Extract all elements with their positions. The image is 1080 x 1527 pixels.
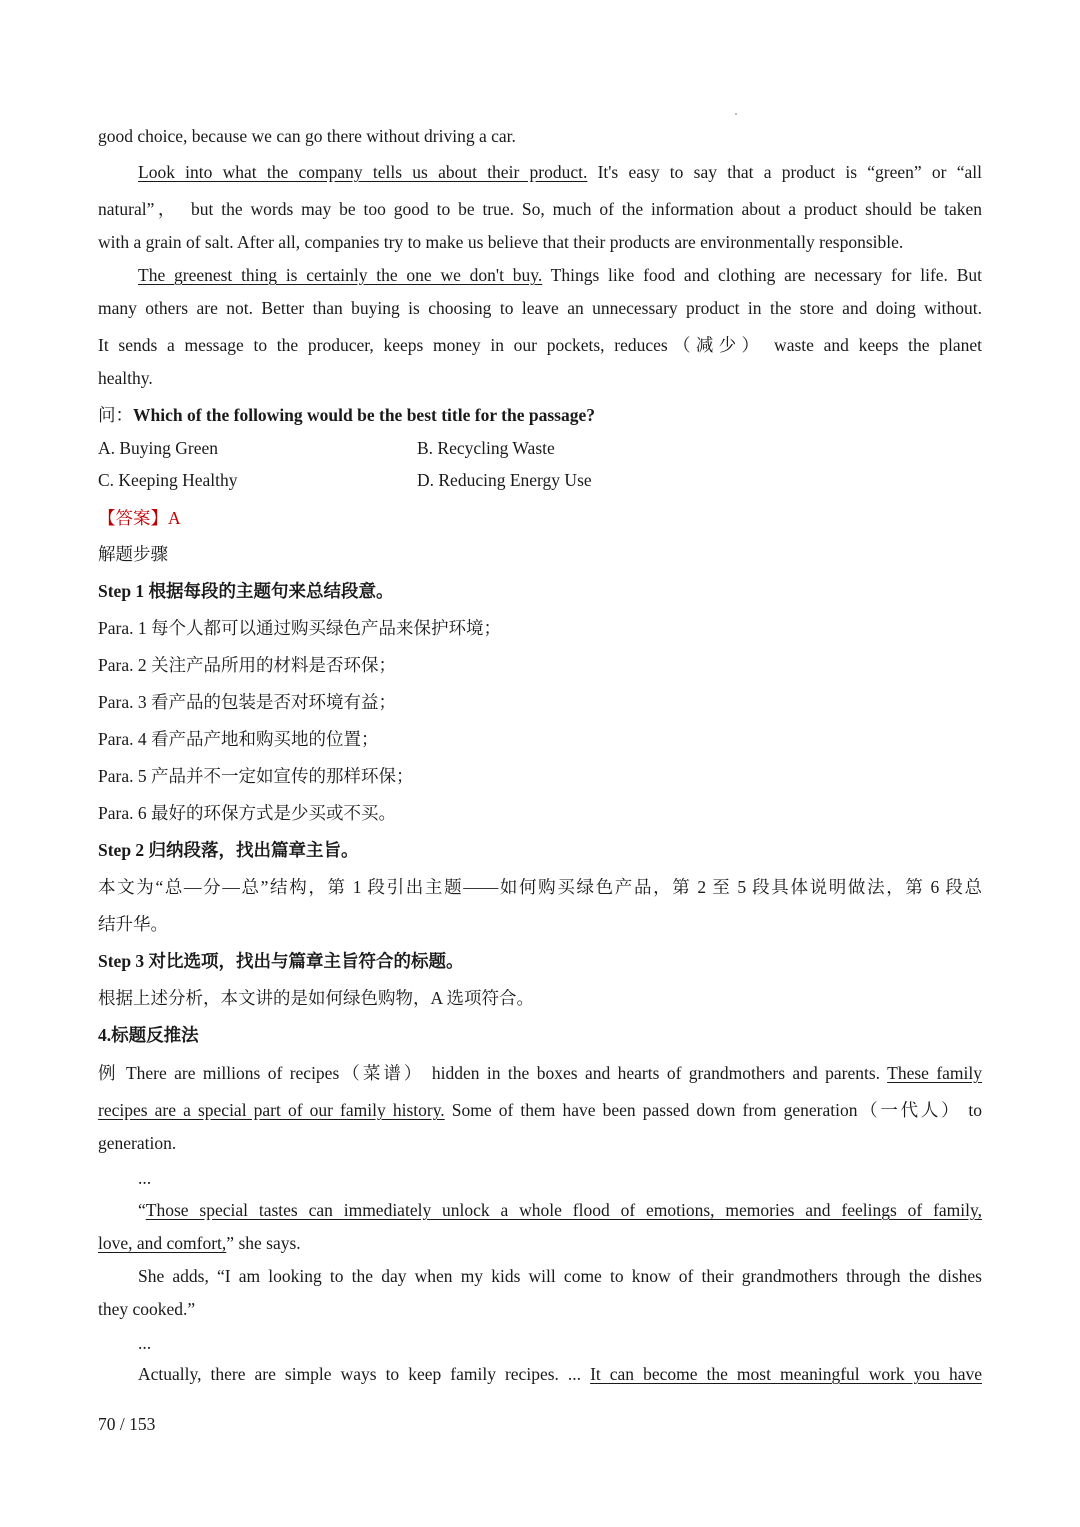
p3-line2: many others are not. Better than buying is choosing to leave an unnecessary product in the store and doing without. bbox=[98, 298, 982, 318]
ellipsis: ... bbox=[138, 1168, 152, 1188]
step3-text: 根据上述分析，本文讲的是如何绿色购物，A 选项符合。 bbox=[98, 988, 535, 1008]
adds-line2: they cooked.” bbox=[98, 1299, 196, 1319]
question: 问：Which of the following would be the best title for the passage? bbox=[98, 405, 595, 425]
options-row-2 bbox=[98, 470, 982, 494]
ellipsis: ... bbox=[138, 1333, 152, 1353]
topic-sentence: These family bbox=[887, 1063, 983, 1083]
example-line2: recipes are a special part of our family history. Some of them have been passed down from generation（一代人） to bbox=[98, 1100, 982, 1120]
adds-line1: She adds, “I am looking to the day when my kids will come to know of their grandmothers through the dishes bbox=[138, 1266, 982, 1286]
topic-sentence: Look into what the company tells us about their product. bbox=[138, 162, 588, 182]
para-summary-1: Para. 1 每个人都可以通过购买绿色产品来保护环境； bbox=[98, 618, 501, 638]
p3-line3: It sends a message to the producer, keeps money in our pockets, reduces（减少） waste and keeps the planet bbox=[98, 335, 982, 355]
para-summary-5: Para. 5 产品并不一定如宣传的那样环保； bbox=[98, 766, 414, 786]
option-a: A. Buying Green bbox=[98, 438, 219, 458]
quote-underlined: Those special tastes can immediately unlock a whole flood of emotions, memories and feelings of family, bbox=[145, 1200, 982, 1220]
page-number: 70 / 153 bbox=[98, 1414, 156, 1434]
example-line3: generation. bbox=[98, 1133, 177, 1153]
section4-heading: 4.标题反推法 bbox=[98, 1025, 199, 1045]
last-line: Actually, there are simple ways to keep family recipes. ... It can become the most meaningful work you have bbox=[138, 1364, 982, 1384]
topic-sentence: The greenest thing is certainly the one we don't buy. bbox=[138, 265, 543, 285]
steps-heading: 解题步骤 bbox=[98, 544, 168, 564]
p3-line4: healthy. bbox=[98, 368, 153, 388]
quote-line1: “Those special tastes can immediately unlock a whole flood of emotions, memories and feelings of family, bbox=[138, 1200, 982, 1220]
question-text: Which of the following would be the best title for the passage? bbox=[133, 405, 595, 425]
example-line1: 例 There are millions of recipes（菜谱） hidden in the boxes and hearts of grandmothers and parents. These family bbox=[98, 1063, 983, 1083]
para-summary-2: Para. 2 关注产品所用的材料是否环保； bbox=[98, 655, 396, 675]
conclusion-underlined: It can become the most meaningful work you have bbox=[590, 1364, 982, 1384]
quote-underlined: love, and comfort, bbox=[98, 1233, 227, 1253]
step1-heading: Step 1 根据每段的主题句来总结段意。 bbox=[98, 581, 394, 601]
answer: 【答案】A bbox=[98, 508, 181, 528]
para-summary-3: Para. 3 看产品的包装是否对环境有益； bbox=[98, 692, 396, 712]
p2-line3: with a grain of salt. After all, companies try to make us believe that their products are environmentally responsible. bbox=[98, 232, 904, 252]
p2-line1: Look into what the company tells us about their product. It's easy to say that a product is “green” or “all bbox=[138, 162, 982, 182]
stray-mark bbox=[735, 113, 737, 115]
p2-line2: natural”， but the words may be too good to be true. So, much of the information about a product should be taken bbox=[98, 199, 982, 219]
para-summary-6: Para. 6 最好的环保方式是少买或不买。 bbox=[98, 803, 396, 823]
step2-text-line1: 本文为“总—分—总”结构，第 1 段引出主题——如何购买绿色产品，第 2 至 5 段具体说明做法，第 6 段总 bbox=[98, 877, 982, 897]
p3-line1: The greenest thing is certainly the one we don't buy. Things like food and clothing are necessary for life. But bbox=[138, 265, 982, 285]
options-row-1 bbox=[98, 438, 982, 462]
step3-heading: Step 3 对比选项，找出与篇章主旨符合的标题。 bbox=[98, 951, 464, 971]
option-c: C. Keeping Healthy bbox=[98, 470, 238, 490]
step2-heading: Step 2 归纳段落，找出篇章主旨。 bbox=[98, 840, 359, 860]
para-summary-4: Para. 4 看产品产地和购买地的位置； bbox=[98, 729, 379, 749]
option-d: D. Reducing Energy Use bbox=[417, 470, 592, 490]
topic-sentence: recipes are a special part of our family history. bbox=[98, 1100, 445, 1120]
p1-line1: good choice, because we can go there without driving a car. bbox=[98, 126, 516, 146]
option-b: B. Recycling Waste bbox=[417, 438, 555, 458]
step2-text-line2: 结升华。 bbox=[98, 914, 168, 934]
quote-line2: love, and comfort,” she says. bbox=[98, 1233, 301, 1253]
